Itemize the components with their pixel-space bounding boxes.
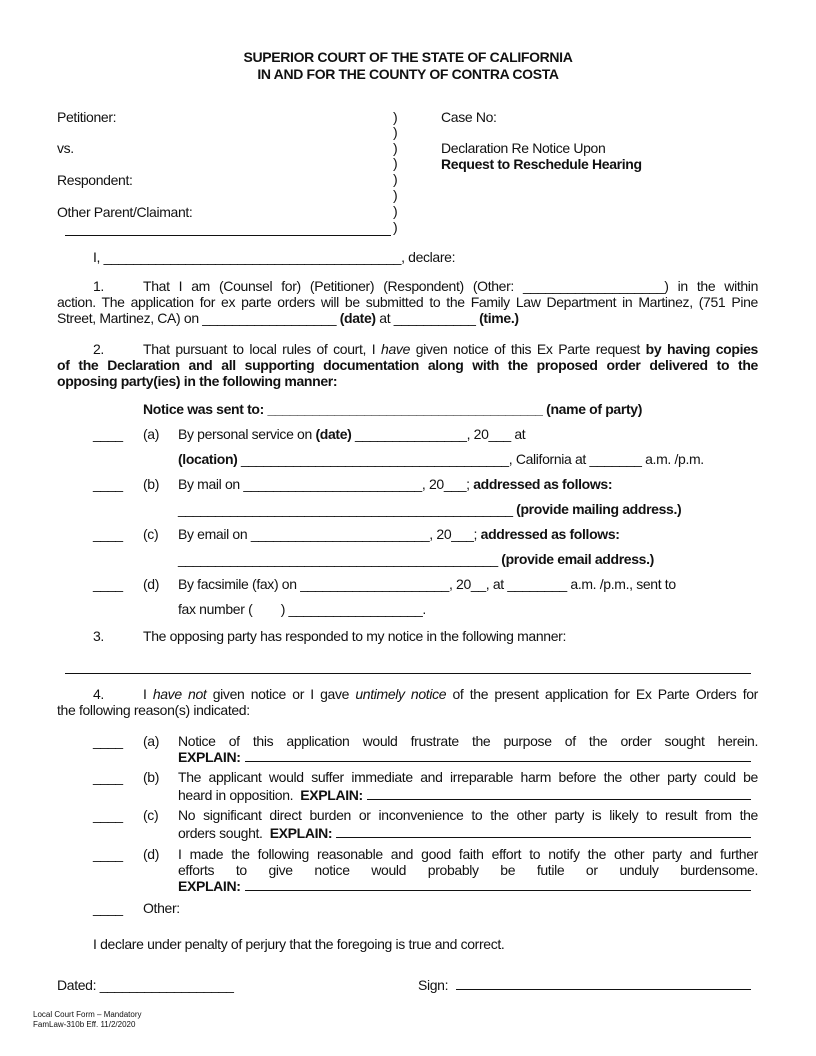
text-segment: action. The application for ex parte orders will be submitted to the Family Law Department in Martinez, (751 Pine: [57, 294, 758, 310]
text-segment: ___________________________________________: [178, 551, 502, 567]
caption-paren: ): [393, 219, 398, 235]
item-letter: (b): [143, 769, 160, 785]
text-segment: fax number ( ) __________________.: [178, 601, 426, 617]
para-number: 3.: [93, 628, 104, 644]
text-segment: By facsimile (fax) on ____________________, 20__, at ________ a.m. /p.m., sent to: [178, 576, 676, 592]
blank-line[interactable]: [336, 825, 751, 838]
reason-a-text: [178, 733, 758, 749]
reason-c-explain[interactable]: [178, 825, 751, 841]
para2-line2: [57, 357, 758, 373]
item-letter: (d): [143, 846, 160, 862]
text-segment: By email on ________________________, 20___;: [178, 526, 481, 542]
checkbox-blank-other[interactable]: ____: [93, 900, 123, 916]
text-segment: I, ________________________________________, declare:: [93, 249, 456, 265]
response-line[interactable]: [65, 673, 751, 674]
fax-line[interactable]: [178, 576, 676, 592]
text-segment: By personal service on: [178, 426, 316, 442]
text-segment: _____________________________________________: [178, 501, 517, 517]
caption-paren: ): [393, 155, 398, 171]
text-segment: the following reason(s) indicated:: [57, 702, 250, 718]
item-letter: (a): [143, 733, 160, 749]
reason-d-explain[interactable]: [178, 878, 751, 894]
caption-paren: ): [393, 203, 398, 219]
text-segment: No significant direct burden or inconvenience to the other party is likely to result from the: [178, 807, 758, 823]
item-letter: (c): [143, 526, 159, 542]
item-letter: (c): [143, 807, 159, 823]
text-segment: addressed as follows:: [473, 476, 613, 492]
vs-label: vs.: [57, 140, 74, 156]
para-number: 1.: [93, 278, 104, 294]
perjury-statement: [93, 936, 504, 952]
text-segment: EXPLAIN:: [300, 787, 363, 803]
checkbox-blank-c[interactable]: ____: [93, 526, 123, 542]
caption-paren: ): [393, 171, 398, 187]
text-segment: I declare under penalty of perjury that the foregoing is true and correct.: [93, 936, 505, 952]
document-title-2: Request to Reschedule Hearing: [441, 156, 642, 172]
checkbox-blank-reason-a[interactable]: ____: [93, 733, 123, 749]
text-segment: Notice was sent to: _____________________________________ (name of party): [143, 401, 643, 417]
form-type: Local Court Form – Mandatory: [33, 1010, 142, 1019]
checkbox-blank-reason-b[interactable]: ____: [93, 769, 123, 785]
text-segment: EXPLAIN:: [269, 825, 333, 841]
text-segment: at ___________: [375, 310, 480, 326]
form-number: FamLaw-310b Eff. 11/2/2020: [33, 1020, 136, 1029]
caption-underline: [65, 235, 391, 236]
reason-d-text-2: [178, 862, 758, 878]
checkbox-blank-a[interactable]: ____: [93, 426, 123, 442]
text-segment: The opposing party has responded to my notice in the following manner:: [143, 628, 566, 644]
checkbox-blank-reason-c[interactable]: ____: [93, 807, 123, 823]
para4-line1: [143, 686, 758, 702]
fax-number-line[interactable]: [178, 601, 426, 617]
item-letter: (d): [143, 576, 160, 592]
text-segment: have not: [152, 686, 207, 702]
caption-paren: ): [393, 124, 398, 140]
text-segment: orders sought.: [178, 825, 270, 841]
text-segment: (provide email address.): [501, 551, 654, 567]
reason-c-text: [178, 807, 758, 823]
court-name: SUPERIOR COURT OF THE STATE OF CALIFORNIA: [243, 49, 573, 65]
text-segment: (provide mailing address.): [516, 501, 682, 517]
text-segment: That pursuant to local rules of court, I: [143, 341, 382, 357]
text-segment: by having copies: [645, 341, 758, 357]
text-segment: EXPLAIN:: [178, 749, 241, 765]
case-number-label: Case No:: [441, 109, 497, 125]
text-segment: given notice of this Ex Parte request: [410, 341, 646, 357]
text-segment: By mail on ________________________, 20___;: [178, 476, 474, 492]
text-segment: have: [381, 341, 411, 357]
reason-d-text-1: [178, 846, 758, 862]
text-segment: Notice of this application would frustrate the purpose of the order sought herein.: [178, 733, 758, 749]
text-segment: given notice or I gave: [206, 686, 356, 702]
email-address-line[interactable]: [178, 551, 654, 567]
county-name: IN AND FOR THE COUNTY OF CONTRA COSTA: [257, 66, 559, 82]
text-segment: addressed as follows:: [480, 526, 620, 542]
item-letter: (b): [143, 476, 160, 492]
text-segment: Dated: __________________: [57, 977, 234, 993]
para2-line1: [143, 341, 758, 357]
text-segment: (date): [315, 426, 352, 442]
blank-line[interactable]: [245, 878, 751, 891]
other-reason: [143, 900, 180, 916]
text-segment: efforts to give notice would probably be futile or unduly burdensome.: [178, 862, 758, 878]
text-segment: (location): [178, 451, 238, 467]
document-title-1: Declaration Re Notice Upon: [441, 140, 606, 156]
text-segment: EXPLAIN:: [178, 878, 241, 894]
text-segment: (time.): [479, 310, 519, 326]
checkbox-blank-reason-d[interactable]: ____: [93, 846, 123, 862]
text-segment: That I am (Counsel for) (Petitioner) (Respondent) (Other: ___________________) in the within: [143, 278, 758, 294]
reason-a-explain[interactable]: [178, 749, 751, 765]
other-parent-label: Other Parent/Claimant:: [57, 204, 193, 220]
para1-line2: [57, 294, 758, 310]
text-segment: untimely notice: [355, 686, 447, 702]
para-number: 2.: [93, 341, 104, 357]
text-segment: I made the following reasonable and good faith effort to notify the other party and further: [178, 846, 758, 862]
caption-paren: ): [393, 140, 398, 156]
para2-line3: [57, 373, 337, 389]
para1-line3[interactable]: [57, 310, 519, 326]
mail-line[interactable]: [178, 476, 612, 492]
text-segment: of the Declaration and all supporting documentation along with the proposed order delivered to the: [57, 357, 758, 373]
reason-b-explain[interactable]: [178, 787, 751, 803]
mailing-address-line[interactable]: [178, 501, 681, 517]
checkbox-blank-d[interactable]: ____: [93, 576, 123, 592]
para4-line2: [57, 702, 250, 718]
text-segment: I: [143, 686, 153, 702]
caption-paren: ): [393, 187, 398, 203]
notice-sent-to[interactable]: [143, 401, 642, 417]
reason-b-text: [178, 769, 758, 785]
para-number: 4.: [93, 686, 104, 702]
para1-line1[interactable]: [143, 278, 758, 294]
blank-line[interactable]: [456, 977, 751, 990]
text-segment: _______________, 20___ at: [351, 426, 526, 442]
petitioner-label: Petitioner:: [57, 109, 117, 125]
signature-field[interactable]: [418, 977, 751, 993]
text-segment: The applicant would suffer immediate and irreparable harm before the other party could be: [178, 769, 758, 785]
location-line[interactable]: [178, 451, 704, 467]
personal-service-line[interactable]: [178, 426, 525, 442]
text-segment: ____________________________________, California at _______ a.m. /p.m.: [237, 451, 704, 467]
email-line[interactable]: [178, 526, 620, 542]
blank-line[interactable]: [367, 787, 751, 800]
text-segment: Other:: [143, 900, 180, 916]
item-letter: (a): [143, 426, 160, 442]
blank-line[interactable]: [245, 749, 751, 762]
para3-text: [143, 628, 566, 644]
respondent-label: Respondent:: [57, 172, 133, 188]
declarant-line[interactable]: [93, 249, 455, 265]
text-segment: heard in opposition.: [178, 787, 301, 803]
text-segment: Sign:: [418, 977, 452, 993]
text-segment: Street, Martinez, CA) on __________________: [57, 310, 340, 326]
checkbox-blank-b[interactable]: ____: [93, 476, 123, 492]
caption-paren: ): [393, 109, 398, 125]
dated-field[interactable]: [57, 977, 234, 993]
text-segment: of the present application for Ex Parte Orders for: [446, 686, 758, 702]
text-segment: opposing party(ies) in the following manner:: [57, 373, 338, 389]
text-segment: (date): [339, 310, 376, 326]
